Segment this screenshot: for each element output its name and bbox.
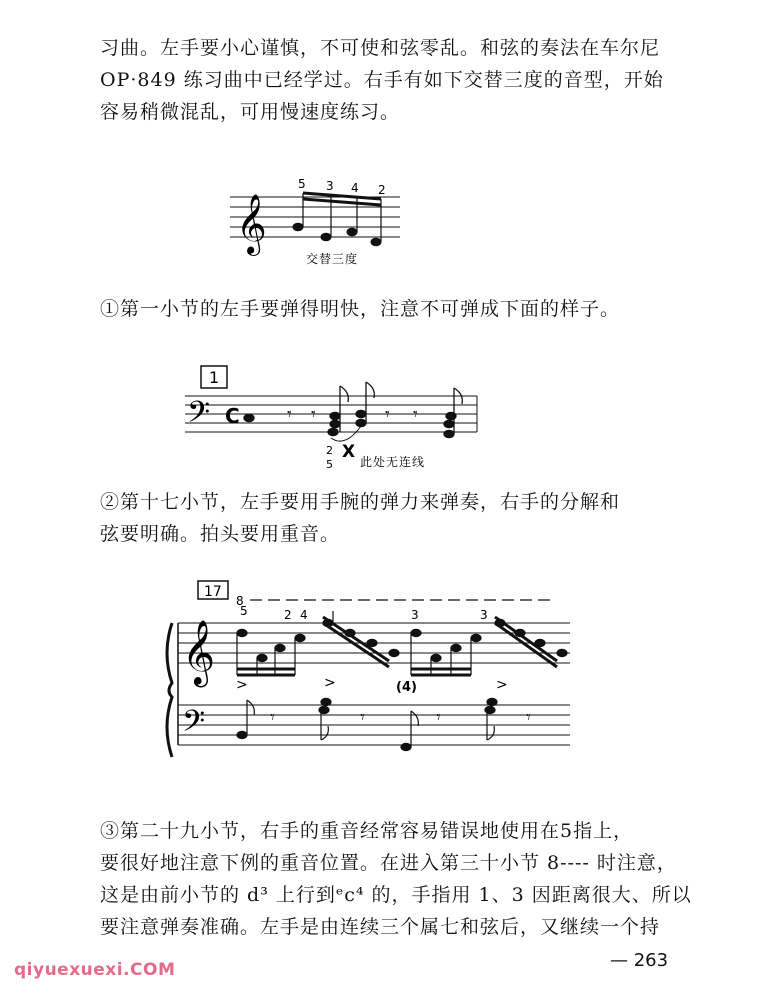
intro-line: 容易稍微混乱，可用慢速度练习。 [100, 101, 401, 123]
watermark: qiyuexuexi.COM [14, 960, 176, 980]
item-2 [100, 486, 720, 550]
fingering: 3 [411, 608, 419, 622]
finger-paren: (4) [396, 680, 417, 695]
item-3 [100, 815, 720, 943]
item-2-line: 弦要明确。拍头要用重音。 [100, 523, 341, 545]
item-3-line: ③第二十九小节，右手的重音经常容易错误地使用在5指上， [100, 820, 634, 842]
fingering: 3 [326, 179, 334, 193]
intro-paragraph [100, 32, 720, 128]
error-mark: X [342, 442, 356, 462]
svg-text:𝄾: 𝄾 [436, 707, 441, 728]
fingering: 2 [284, 608, 292, 622]
ottava-mark: 8 [236, 594, 244, 608]
music-example-measure-17 [160, 575, 580, 760]
example-caption: 此处无连线 [360, 455, 426, 469]
accent-mark: > [496, 677, 508, 693]
item-2-line: ②第十七小节，左手要用手腕的弹力来弹奏，右手的分解和 [100, 491, 621, 513]
music-example-measure-1 [185, 362, 485, 474]
common-time-icon: C [225, 404, 240, 428]
svg-text:𝄾: 𝄾 [311, 404, 316, 425]
note-group [293, 193, 381, 246]
example-caption: 交替三度 [306, 252, 359, 266]
intro-line: 习曲。左手要小心谨慎，不可使和弦零乱。和弦的奏法在车尔尼 [100, 37, 661, 59]
treble-clef-icon: 𝄞 [236, 194, 267, 254]
music-example-alternating-thirds [230, 175, 400, 270]
fingering: 3 [480, 608, 488, 622]
measure-number: 17 [204, 584, 222, 600]
fingering: 4 [300, 608, 308, 622]
bass-clef-icon: 𝄢 [187, 396, 211, 437]
accent-mark: > [324, 675, 336, 691]
fingering: 5 [240, 604, 248, 618]
fingering: 2 [326, 444, 333, 457]
fingering: 4 [351, 181, 359, 195]
intro-line: OP·849 练习曲中已经学过。右手有如下交替三度的音型，开始 [100, 69, 664, 91]
measure-number: 1 [209, 368, 220, 387]
svg-text:𝄾: 𝄾 [287, 404, 292, 425]
item-1-text: ①第一小节的左手要弹得明快，注意不可弹成下面的样子。 [100, 298, 621, 320]
bass-clef-icon: 𝄢 [182, 705, 206, 746]
page-number: — 263 [610, 950, 669, 971]
fingering: 2 [378, 183, 386, 197]
svg-text:𝄾: 𝄾 [526, 707, 531, 728]
accent-mark: > [236, 677, 248, 693]
brace-icon [167, 623, 172, 757]
item-3-line: 要注意弹奏准确。左手是由连续三个属七和弦后，又继续一个持 [100, 916, 661, 938]
svg-text:𝄾: 𝄾 [413, 404, 418, 425]
svg-text:𝄾: 𝄾 [385, 404, 390, 425]
item-3-line: 这是由前小节的 d³ 上行到ᵉc⁴ 的，手指用 1、3 因距离很大、所以 [100, 884, 692, 906]
svg-text:𝄾: 𝄾 [360, 707, 365, 728]
fingering: 5 [326, 458, 333, 471]
treble-clef-icon: 𝄞 [182, 620, 216, 685]
fingering: 5 [298, 177, 306, 191]
item-3-line: 要很好地注意下例的重音位置。在进入第三十小节 8---- 时注意， [100, 852, 677, 874]
svg-text:𝄾: 𝄾 [270, 707, 275, 728]
item-1 [100, 293, 720, 325]
